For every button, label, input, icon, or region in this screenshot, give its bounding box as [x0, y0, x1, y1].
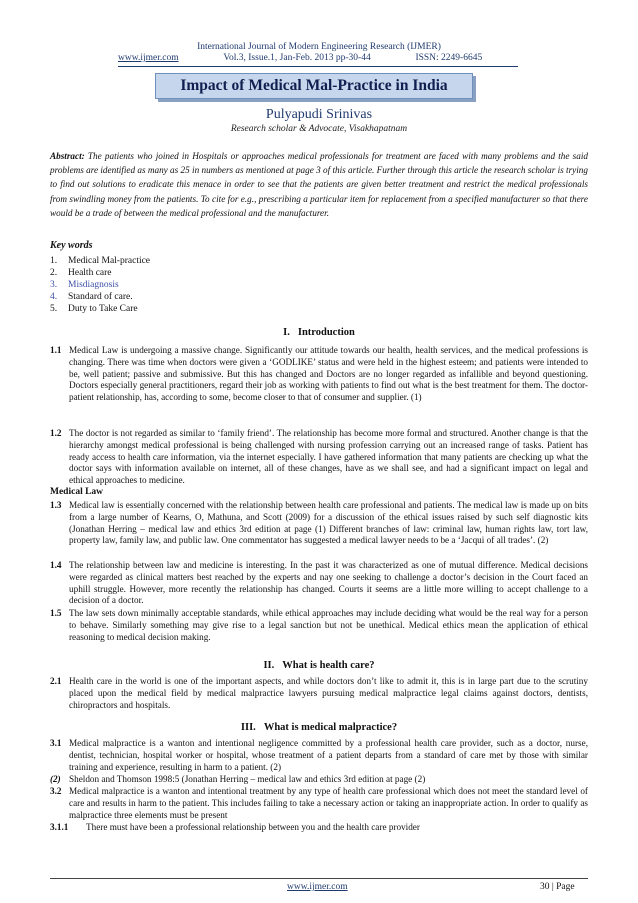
paragraph-text: Medical Law is undergoing a massive change. Significantly our attitude towards our health, health services, and the medical professions is changing. There was time when doctors were given a ‘GODLIKE’ status and were held in the highest esteem; and patients were intended to be, well patient; passive and submissive. But this has changed and Doctors are no longer regarded as infallible and beyond questioning. Doctors especially general practitioners, regard their job as working with patients to find out what is the best treatment for them. The doctor-patient relationship, has, according to some, become closer to that of consumer and supplier. (1) — [69, 345, 588, 403]
journal-name: International Journal of Modern Engineering Research (IJMER) — [197, 42, 441, 52]
keyword-number: 3. — [50, 280, 58, 290]
paragraph-text: The law sets down minimally acceptable standards, while ethical approaches may include deciding what would be the real way for a person to behave. Similarly something may give rise to a legal sanction but not be unethical. Medical ethics mean the application of ethical reasoning to medical decision making. — [69, 608, 588, 642]
page-number: 30 | Page — [540, 882, 575, 892]
paragraph-1-4 — [50, 560, 588, 607]
journal-site-link[interactable]: www.ijmer.com — [118, 53, 179, 63]
keyword-item — [50, 291, 150, 303]
paragraph-1-2 — [50, 428, 588, 487]
paragraph-number: 3.2 — [50, 786, 62, 796]
paragraph-text: There must have been a professional relationship between you and the health care provider — [86, 822, 420, 832]
paragraph-3-1-1 — [50, 822, 588, 834]
section-number: II. — [263, 660, 275, 671]
keyword-item — [50, 303, 150, 315]
paragraph-number: 2.1 — [50, 676, 62, 686]
paragraph-text: Medical malpractice is a wanton and intentional treatment by any type of health care professional which does not meet the standard level of care and results in harm to the patient. This includes failing to take a necessary action or taking an inappropriate action. In order to qualify as malpractice three elements must be present — [69, 786, 588, 820]
keyword-number: 1. — [50, 256, 58, 266]
reference-2 — [50, 774, 588, 786]
keyword-label: Misdiagnosis — [68, 280, 119, 290]
keyword-item — [50, 279, 150, 291]
abstract-text: The patients who joined in Hospitals or approaches medical professionals for treatment are faced with many problems and the said problems are identified as many as 25 in numbers as mentioned at page 3 of this article. Further through this article the research scholar is trying to find out solutions to eradicate this menace in order to see that the patients are given better treatment and restrict the medical professionals from swindling money from the patients. To cite for e.g., prescribing a particular item for replacement from a specified manufacturer so that there would be a trade of between the medical professional and the manufacturer. — [50, 151, 588, 218]
keyword-item — [50, 267, 150, 279]
keyword-item — [50, 255, 150, 267]
section-heading-health-care — [0, 660, 638, 671]
paragraph-number: 3.1.1 — [50, 822, 69, 832]
keyword-label: Medical Mal-practice — [68, 256, 151, 266]
abstract-label: Abstract: — [50, 151, 85, 161]
paragraph-1-3 — [50, 500, 588, 547]
paragraph-number: 3.1 — [50, 738, 62, 748]
abstract — [50, 149, 588, 220]
paragraph-3-1 — [50, 738, 588, 773]
section-heading-malpractice — [0, 722, 638, 733]
paragraph-text: Medical malpractice is a wanton and intentional negligence committed by a professional health care provider, such as a doctor, nurse, dentist, technician, hospital worker or hospital, whose treatment of a patient departs from a standard of care met by those with similar training and experience, resulting in harm to a patient. (2) — [69, 738, 588, 772]
reference-text: Sheldon and Thomson 1998:5 (Jonathan Herring – medical law and ethics 3rd edition at page (2) — [69, 774, 426, 784]
header-rule — [118, 66, 518, 67]
author-affiliation: Research scholar & Advocate, Visakhapatnam — [230, 124, 408, 134]
paragraph-text: The doctor is not regarded as similar to ‘family friend’. The relationship has become more formal and structured. Another change is that the hierarchy amongst medical professional is being challenged with nursing profession carrying out an increased range of tasks. Patient has ready access to health care information, via the internet especially. I have gathered information that many patients are checking up what the doctor says with information available on internet, all of these changes, have as we shall see, and had a significant impact on legal and ethical approaches to medicine. — [69, 428, 588, 486]
keyword-label: Standard of care. — [68, 292, 133, 302]
keywords-list — [50, 255, 150, 315]
paragraph-number: 1.1 — [50, 345, 62, 355]
section-title: What is health care? — [282, 660, 375, 671]
paragraph-number: 1.5 — [50, 608, 62, 618]
paragraph-number: 1.4 — [50, 560, 62, 570]
footer-site-link[interactable]: www.ijmer.com — [287, 882, 348, 892]
section-title: Introduction — [297, 327, 355, 338]
paragraph-2-1 — [50, 676, 588, 711]
keyword-label: Duty to Take Care — [68, 304, 138, 314]
paragraph-number: 1.3 — [50, 500, 62, 510]
section-heading-introduction — [0, 327, 638, 338]
paper-title: Impact of Medical Mal-Practice in India — [155, 73, 473, 99]
paragraph-number: 1.2 — [50, 428, 62, 438]
keyword-number: 2. — [50, 268, 58, 278]
paragraph-text: Health care in the world is one of the important aspects, and while doctors don’t like to admit it, this is in large part due to the scrutiny placed upon the medical field by medical malpractice lawyers pursuing medical malpractice legal claims against doctors, dentists, chiropractors and hospitals. — [69, 676, 588, 710]
paragraph-text: The relationship between law and medicine is interesting. In the past it was characterized as one of mutual difference. Medical decisions were regarded as clinical matters best reached by the experts and nay one seeking to challenge a doctor’s decision in the Court faced an uphill struggle. However, more recently the relationship has changed. Courts it seems are a little more willing to accept challenge to a decision of a doctor. — [69, 560, 588, 606]
author-name: Pulyapudi Srinivas — [265, 107, 373, 122]
footer-rule — [50, 878, 588, 879]
paragraph-text: Medical law is essentially concerned with the relationship between health care professional and patients. The medical law is made up on bits from a large number of Kearns, O, Mathuna, and Scott (2009) for a discussion of the ethical issues raised by such self diagnostic kits (Jonathan Herring – medical law and ethics 3rd edition at page (1) Different branches of law: criminal law, human rights law, tort law, property law, family law, and public law. One commentator has suggested a medical lawyer needs to be a ‘Jacqui of all trades’. (2) — [69, 500, 588, 546]
medical-law-heading: Medical Law — [50, 487, 104, 497]
journal-info-line — [118, 53, 482, 63]
section-title: What is medical malpractice? — [263, 722, 398, 733]
keyword-number: 5. — [50, 304, 58, 314]
paragraph-1-1 — [50, 345, 588, 404]
reference-number: (2) — [50, 774, 61, 784]
paragraph-1-5 — [50, 608, 588, 643]
issn-info: ISSN: 2249-6645 — [415, 53, 483, 63]
section-number: III. — [240, 722, 256, 733]
volume-info: Vol.3, Issue.1, Jan-Feb. 2013 pp-30-44 — [223, 53, 371, 63]
keyword-label: Health care — [68, 268, 112, 278]
keywords-heading: Key words — [50, 240, 93, 251]
paragraph-3-2 — [50, 786, 588, 821]
section-number: I. — [283, 327, 290, 338]
keyword-number: 4. — [50, 292, 58, 302]
